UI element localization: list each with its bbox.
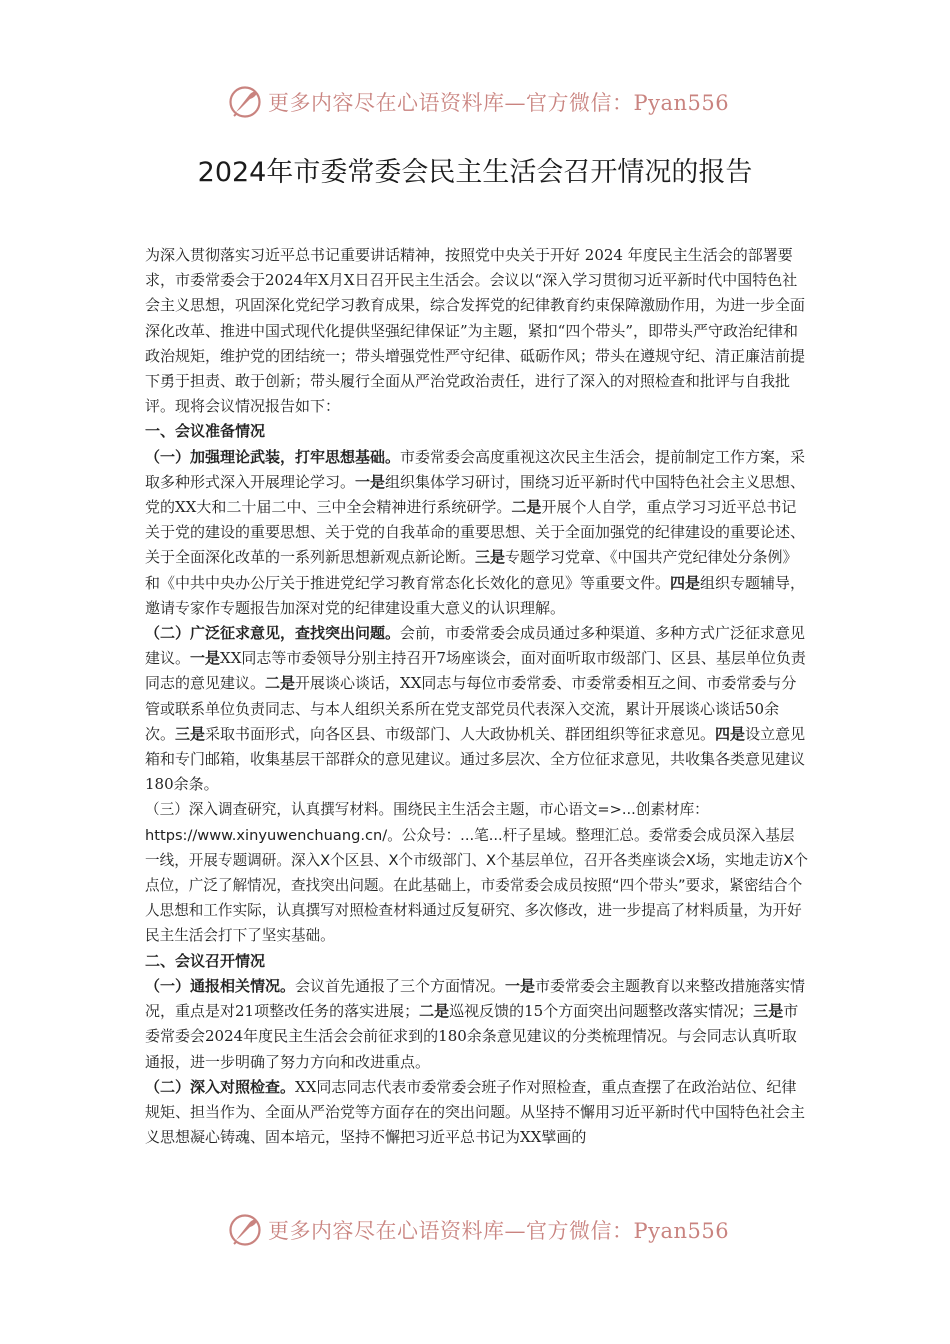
paragraph-lead: （一）加强理论武装，打牢思想基础。	[145, 447, 401, 466]
paragraph-text: 巡视反馈的15个方面突出问题整改落实情况；	[449, 1002, 754, 1021]
paragraph-text: 会议首先通报了三个方面情况。	[295, 976, 506, 995]
ordinal-marker: 二是	[419, 1002, 450, 1021]
paragraph-text: 市委常委会主题教育以来整改措施落实情况，重点是对21项整改任务的落实进展；	[145, 976, 806, 1021]
ordinal-marker: 四是	[670, 573, 701, 592]
section-heading-2: 二、会议召开情况	[145, 951, 266, 970]
watermark-banner-top	[228, 84, 729, 120]
paragraph-text: 市委常委会2024年度民主生活会会前征求到的180余条意见建议的分类梳理情况。与会同志认真听取通报，进一步明确了努力方向和改进重点。	[145, 1002, 799, 1071]
quill-pen-circle-icon	[228, 1213, 262, 1247]
paragraph-text: 专题学习党章、《中国共产党纪律处分条例》和《中共中央办公厅关于推进党纪学习教育常态化长效化的意见》等重要文件。	[145, 548, 798, 592]
ordinal-marker: 三是	[753, 1002, 784, 1021]
watermark-banner-bottom	[228, 1212, 729, 1248]
paragraph-2-2	[145, 1075, 808, 1151]
paragraph-text: 采取书面形式，向各区县、市级部门、人大政协机关、群团组织等征求意见。	[205, 724, 716, 743]
paragraph-text: 市委常委会高度重视这次民主生活会，提前制定工作方案，采取多种形式深入开展理论学习。	[145, 447, 806, 491]
ordinal-marker: 一是	[355, 472, 386, 491]
paragraph-text: XX同志同志代表市委常委会班子作对照检查，重点查摆了在政治站位、纪律规矩、担当作为、全面从严治党等方面存在的突出问题。从坚持不懈用习近平新时代中国特色社会主义思想凝心铸魂、固本培元，坚持不懈把习近平总书记为XX擘画的	[145, 1077, 806, 1147]
ordinal-marker: 二是	[265, 674, 296, 693]
ordinal-marker: 二是	[511, 498, 542, 517]
watermark-text: 更多内容尽在心语资料库—官方微信：Pyan556	[268, 91, 730, 115]
document-body	[145, 243, 808, 1150]
intro-paragraph: 为深入贯彻落实习近平总书记重要讲话精神，按照党中央关于开好 2024 年度民主生活会的部署要求，市委常委会于2024年X月X日召开民主生活会。会议以“深入学习贯彻习近平新时代中国特色社会主义思想，巩固深化党纪学习教育成果，综合发挥党的纪律教育约束保障激励作用，为进一步全面深化改革、推进中国式现代化提供坚强纪律保证”为主题，紧扣“四个带头”，即带头严守政治纪律和政治规矩，维护党的团结统一；带头增强党性严守纪律、砥砺作风；带头在遵规守纪、清正廉洁前提下勇于担责、敢于创新；带头履行全面从严治党政治责任，进行了深入的对照检查和批评与自我批评。现将会议情况报告如下：	[145, 246, 806, 416]
ordinal-marker: 三是	[175, 724, 206, 743]
ordinal-marker: 四是	[715, 724, 746, 743]
paragraph-2-1	[145, 974, 808, 1075]
paragraph-text: XX同志等市委领导分别主持召开7场座谈会，面对面听取市级部门、区县、基层单位负责同志的意见建议。	[145, 649, 806, 693]
ordinal-marker: 三是	[475, 548, 506, 567]
watermark-text: 更多内容尽在心语资料库—官方微信：Pyan556	[268, 1219, 730, 1243]
paragraph-text: 会前，市委常委会成员通过多种渠道、多种方式广泛征求意见建议。	[145, 624, 806, 668]
document-title: 2024年市委常委会民主生活会召开情况的报告	[197, 157, 753, 188]
paragraph-lead: （二）深入对照检查。	[145, 1077, 296, 1096]
quill-pen-circle-icon	[228, 85, 262, 119]
paragraph-text: 组织集体学习研讨，围绕习近平新时代中国特色社会主义思想、党的XX大和二十届二中、三中全会精神进行系统研学。	[145, 472, 806, 517]
paragraph-text: 开展个人自学，重点学习习近平总书记关于党的建设的重要思想、关于党的自我革命的重要思想、关于全面加强党的纪律建设的重要论述、关于全面深化改革的一系列新思想新观点新论断。	[145, 498, 806, 567]
paragraph-text: 组织专题辅导，邀请专家作专题报告加深对党的纪律建设重大意义的认识理解。	[145, 573, 806, 617]
paragraph-1-3: （三）深入调查研究，认真撰写材料。围绕民主生活会主题，市心语文=>...创素材库：https://www.xinyuwenchuang.cn/。公众号：...笔...杆子星域。整理汇总。委常委会成员深入基层一线，开展专题调研。深入X个区县、X个市级部门、X个基层单位，召开各类座谈会X场，实地走访X个点位，广泛了解情况，查找突出问题。在此基础上，市委常委会成员按照“四个带头”要求，紧密结合个人思想和工作实际，认真撰写对照检查材料通过反复研究、多次修改，进一步提高了材料质量，为开好民主生活会打下了坚实基础。	[145, 801, 808, 945]
section-heading-1: 一、会议准备情况	[145, 422, 266, 441]
paragraph-lead: （一）通报相关情况。	[145, 976, 296, 995]
paragraph-1-1	[145, 445, 808, 621]
paragraph-text: 开展谈心谈话，XX同志与每位市委常委、市委常委相互之间、市委常委与分管或联系单位负责同志、与本人组织关系所在党支部党员代表深入交流，累计开展谈心谈话50余次。	[145, 674, 797, 743]
paragraph-text: 设立意见箱和专门邮箱，收集基层干部群众的意见建议。通过多层次、全方位征求意见，共收集各类意见建议180余条。	[145, 724, 806, 794]
paragraph-lead: （二）广泛征求意见，查找突出问题。	[145, 624, 401, 643]
ordinal-marker: 一是	[505, 976, 536, 995]
paragraph-1-2	[145, 621, 808, 797]
ordinal-marker: 一是	[190, 649, 221, 668]
